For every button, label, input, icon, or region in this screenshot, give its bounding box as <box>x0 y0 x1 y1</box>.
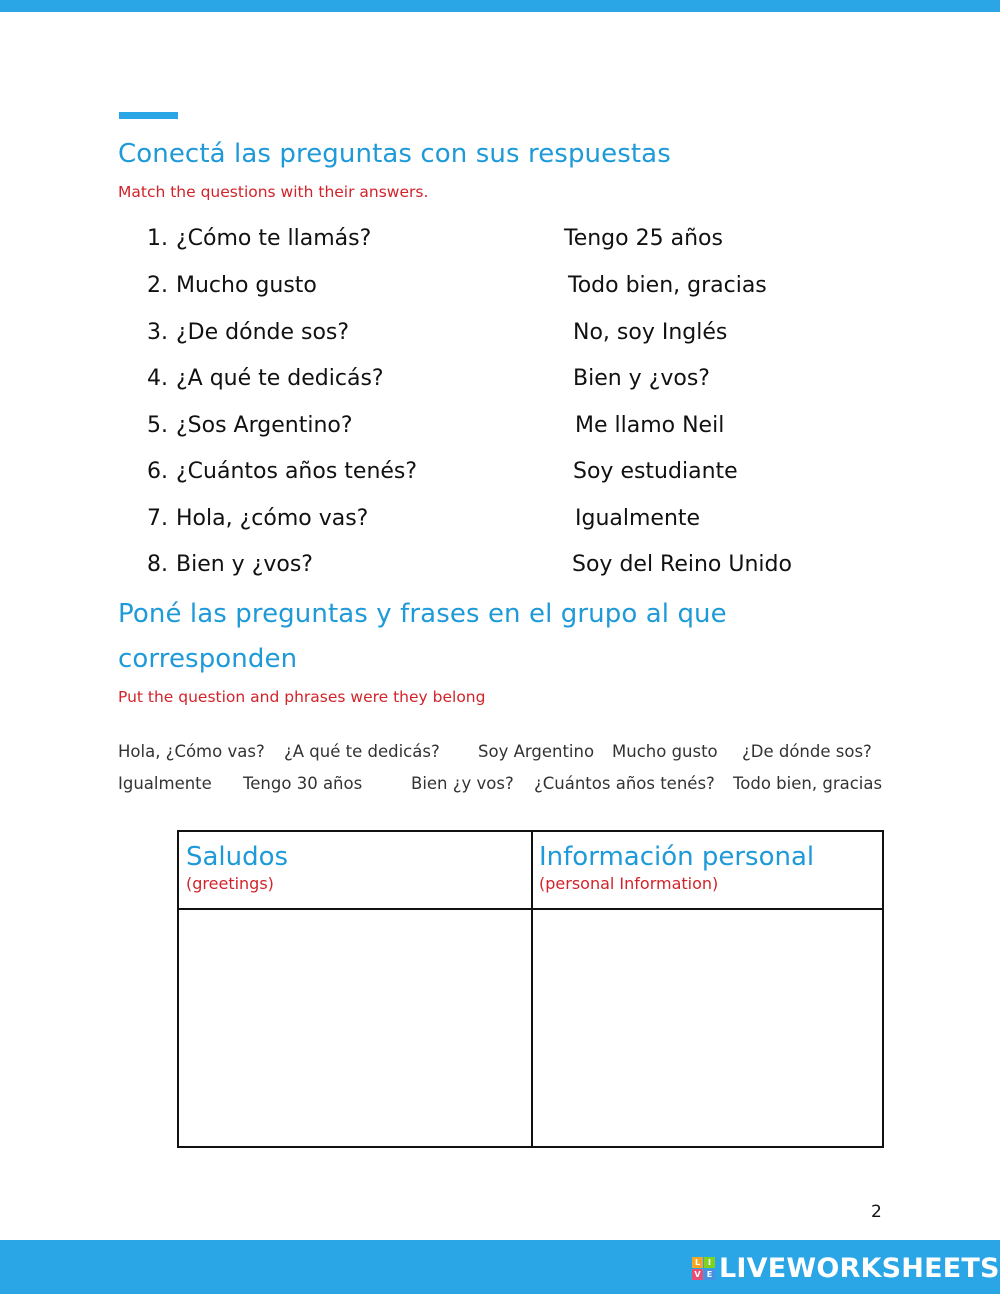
answer-text[interactable]: Tengo 25 años <box>564 226 723 251</box>
question-text[interactable]: Mucho gusto <box>176 273 317 298</box>
phrase-chip[interactable]: Hola, ¿Cómo vas? <box>118 742 265 761</box>
question-number: 1. <box>147 226 168 251</box>
question-text[interactable]: ¿Sos Argentino? <box>176 413 353 438</box>
column-subtitle: (greetings) <box>186 874 274 893</box>
list-item <box>0 273 1000 305</box>
question-number: 8. <box>147 552 168 577</box>
phrase-chip[interactable]: Bien ¿y vos? <box>411 774 514 793</box>
question-text[interactable]: Hola, ¿cómo vas? <box>176 506 369 531</box>
table-header-greetings <box>186 842 288 893</box>
question-text[interactable]: ¿De dónde sos? <box>176 320 350 345</box>
section1-subtitle: Match the questions with their answers. <box>118 183 429 201</box>
question-number: 4. <box>147 366 168 391</box>
phrase-chip[interactable]: Tengo 30 años <box>243 774 363 793</box>
logo-mark-icon <box>692 1257 715 1280</box>
answer-text[interactable]: No, soy Inglés <box>573 320 728 345</box>
answer-text[interactable]: Soy del Reino Unido <box>572 552 792 577</box>
list-item <box>0 552 1000 584</box>
sorting-table <box>177 830 884 1148</box>
page-number: 2 <box>871 1202 882 1222</box>
column-subtitle: (personal Information) <box>539 874 719 893</box>
question-number: 6. <box>147 459 168 484</box>
list-item <box>0 226 1000 258</box>
phrase-chip[interactable]: Mucho gusto <box>612 742 718 761</box>
section2-subtitle: Put the question and phrases were they belong <box>118 688 486 706</box>
logo-letter: E <box>704 1269 715 1280</box>
logo-letter: L <box>692 1257 703 1268</box>
question-number: 7. <box>147 506 168 531</box>
section-accent-dash <box>119 112 178 119</box>
list-item <box>0 506 1000 538</box>
answer-text[interactable]: Me llamo Neil <box>575 413 725 438</box>
question-number: 3. <box>147 320 168 345</box>
question-text[interactable]: ¿Cómo te llamás? <box>176 226 372 251</box>
column-title: Información personal <box>539 842 815 872</box>
question-text[interactable]: ¿A qué te dedicás? <box>176 366 384 391</box>
answer-text[interactable]: Todo bien, gracias <box>568 273 767 298</box>
drop-zone-greetings[interactable] <box>179 910 531 1146</box>
section2-title-line2: corresponden <box>118 644 298 674</box>
column-title: Saludos <box>186 842 289 872</box>
section1-title: Conectá las preguntas con sus respuestas <box>118 139 671 169</box>
phrase-chip[interactable]: Soy Argentino <box>478 742 595 761</box>
phrase-chip[interactable]: ¿Cuántos años tenés? <box>534 774 715 793</box>
logo-letter: I <box>704 1257 715 1268</box>
top-accent-bar <box>0 0 1000 12</box>
question-text[interactable]: Bien y ¿vos? <box>176 552 313 577</box>
logo-letter: V <box>692 1269 703 1280</box>
logo-text: LIVEWORKSHEETS <box>719 1252 1000 1284</box>
answer-text[interactable]: Bien y ¿vos? <box>573 366 710 391</box>
answer-text[interactable]: Soy estudiante <box>573 459 738 484</box>
phrase-chip[interactable]: ¿De dónde sos? <box>742 742 872 761</box>
question-text[interactable]: ¿Cuántos años tenés? <box>176 459 418 484</box>
phrase-chip[interactable]: ¿A qué te dedicás? <box>284 742 440 761</box>
question-number: 5. <box>147 413 168 438</box>
question-number: 2. <box>147 273 168 298</box>
list-item <box>0 366 1000 398</box>
phrase-chip[interactable]: Igualmente <box>118 774 212 793</box>
phrase-chip[interactable]: Todo bien, gracias <box>733 774 883 793</box>
list-item <box>0 459 1000 491</box>
liveworksheets-logo <box>692 1251 1000 1285</box>
table-header-personal-info <box>539 842 814 893</box>
section2-title-line1: Poné las preguntas y frases en el grupo al que <box>118 599 727 629</box>
drop-zone-personal-info[interactable] <box>533 910 882 1146</box>
list-item <box>0 413 1000 445</box>
answer-text[interactable]: Igualmente <box>575 506 701 531</box>
list-item <box>0 320 1000 352</box>
